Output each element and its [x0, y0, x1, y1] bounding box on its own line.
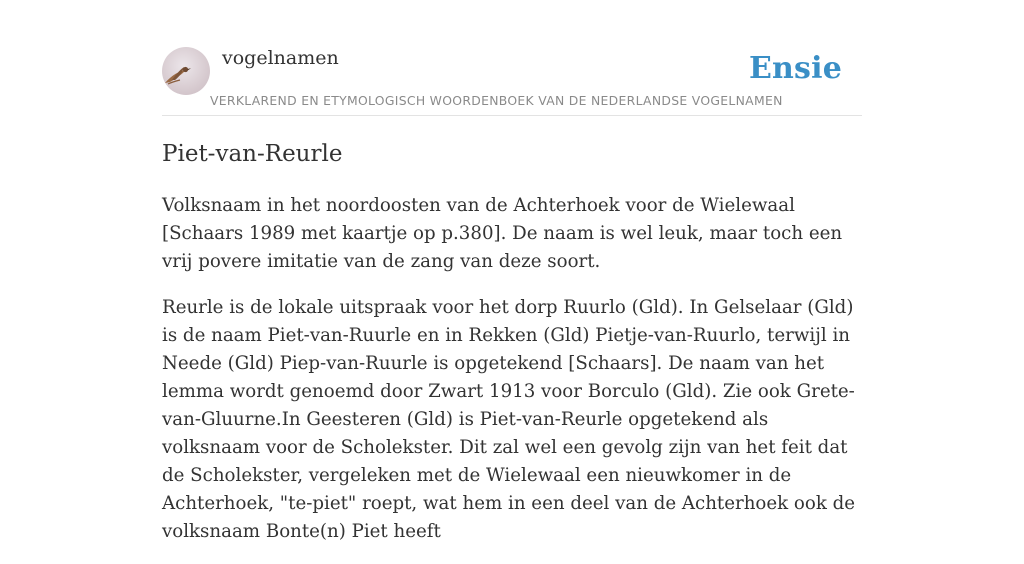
page-title: Piet-van-Reurle: [162, 141, 343, 167]
article-paragraph: Volksnaam in het noordoosten van de Achterhoek voor de Wielewaal [Schaars 1989 met kaartje op p.380]. De naam is wel leuk, maar toch een vrij povere imitatie van de zang van deze soort.: [162, 195, 843, 272]
article-body: [162, 192, 862, 564]
brand-logo[interactable]: Ensie: [748, 51, 842, 86]
site-subtitle: VERKLAREND EN ETYMOLOGISCH WOORDENBOEK VAN DE NEDERLANDSE VOGELNAMEN: [210, 93, 783, 108]
article-paragraph: Reurle is de lokale uitspraak voor het dorp Ruurlo (Gld). In Gelselaar (Gld) is de naam Piet-van-Ruurle en in Rekken (Gld) Pietje-van-Ruurlo, terwijl in Neede (Gld) Piep-van-Ruurle is opgetekend [Schaars]. De naam van het lemma wordt genoemd door Zwart 1913 voor Borculo (Gld). Zie ook Grete-van-Gluurne.In Geesteren (Gld) is Piet-van-Reurle opgetekend als volksnaam voor de Scholekster. Dit zal wel een gevolg zijn van het feit dat de Scholekster, vergeleken met de Wielewaal een nieuwkomer in de Achterhoek, "te-piet" roept, wat hem in een deel van de Achterhoek ook de volksnaam Bonte(n) Piet heeft: [162, 297, 856, 542]
site-name[interactable]: vogelnamen: [222, 47, 339, 69]
bird-avatar-icon[interactable]: [162, 47, 210, 95]
header-divider: [162, 115, 862, 116]
